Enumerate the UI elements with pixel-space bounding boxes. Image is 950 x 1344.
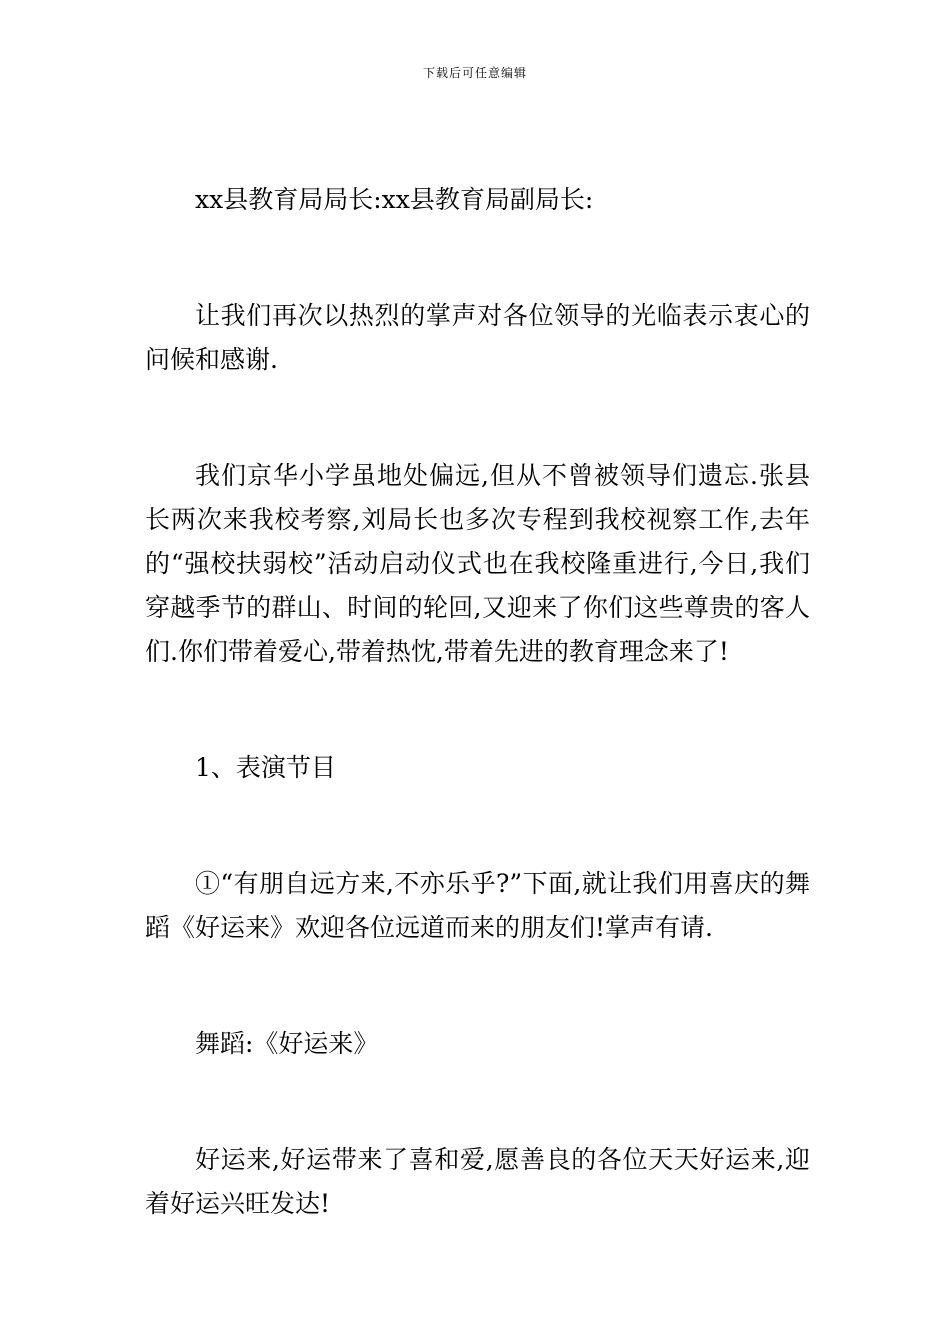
- program-item-heading: 1、表演节目: [195, 753, 336, 782]
- school-paragraph: 我们京华小学虽地处偏远,但从不曾被领导们遗忘.张县长两次来我校考察,刘局长也多次专程到我校视察工作,去年的“强校扶弱校”活动启动仪式也在我校隆重进行,今日,我们穿越季节的群山、时间的轮回,又迎来了你们这些尊贵的客人们.你们带着爱心,带着热忱,带着先进的教育理念来了!: [145, 461, 810, 666]
- document-body: [145, 178, 810, 1226]
- thanks-paragraph: 让我们再次以热烈的掌声对各位领导的光临表示衷心的问候和感谢.: [145, 301, 810, 374]
- greeting-paragraph: xx县教育局局长:xx县教育局副局长:: [195, 185, 594, 214]
- program-intro-paragraph: ①“有朋自远方来,不亦乐乎?”下面,就让我们用喜庆的舞蹈《好运来》欢迎各位远道而来的朋友们!掌声有请.: [145, 869, 810, 942]
- dance-title: 舞蹈:《好运来》: [195, 1029, 379, 1058]
- lyrics-paragraph: 好运来,好运带来了喜和爱,愿善良的各位天天好运来,迎着好运兴旺发达!: [145, 1145, 810, 1218]
- page-header-note: 下载后可任意编辑: [422, 66, 527, 80]
